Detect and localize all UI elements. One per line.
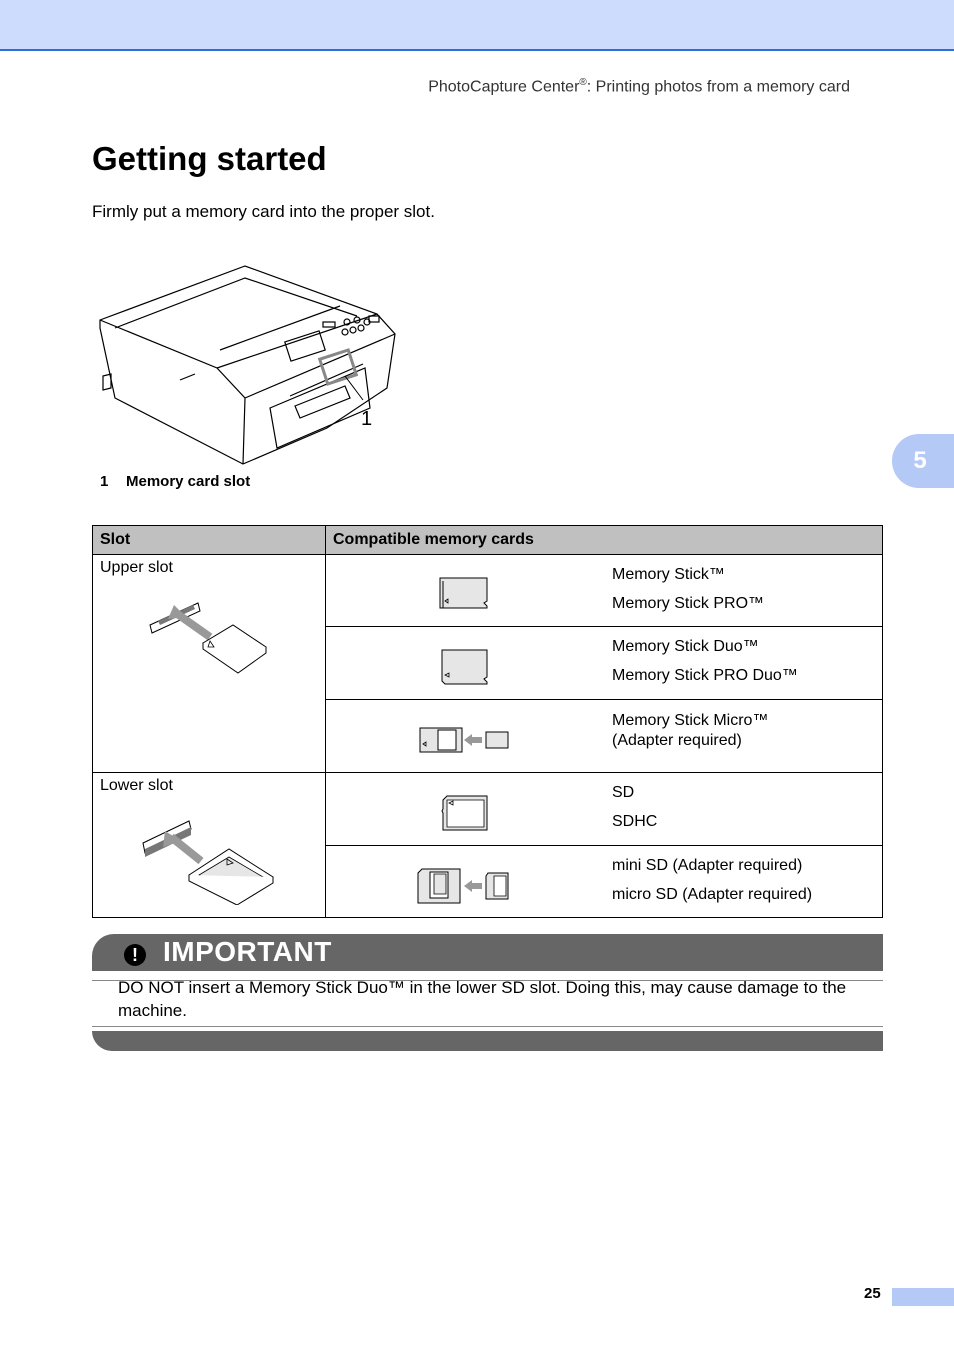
- card-name: Memory Stick Micro™: [612, 712, 769, 729]
- lower-slot-insertion-icon: [141, 813, 276, 905]
- card-name: SD: [612, 784, 635, 801]
- card-row-memory-stick-duo: [326, 627, 883, 700]
- card-name: Memory Stick PRO™: [612, 595, 765, 612]
- compatible-cards-table: [92, 525, 883, 918]
- card-name: SDHC: [612, 813, 658, 830]
- card-row-memory-stick-micro: [326, 700, 883, 773]
- callout-1: 1: [361, 408, 373, 430]
- upper-slot-label: Upper slot: [100, 559, 173, 576]
- page-title: Getting started: [92, 140, 327, 177]
- card-name: Memory Stick™: [612, 566, 725, 583]
- important-text: DO NOT insert a Memory Stick Duo™ in the lower SD slot. Doing this, may cause damage to the machine.: [118, 978, 847, 1020]
- memory-stick-duo-icon: [441, 649, 489, 685]
- card-name: micro SD (Adapter required): [612, 886, 813, 903]
- header-slot: Slot: [93, 526, 326, 555]
- card-row-sd: [326, 773, 883, 846]
- card-row-mini-micro-sd: [326, 846, 883, 918]
- upper-slot-cell: [93, 555, 326, 773]
- memory-stick-micro-adapter-icon: [418, 724, 512, 756]
- memory-stick-icon: [439, 577, 489, 609]
- card-note: (Adapter required): [612, 732, 742, 749]
- page-tab: [892, 1288, 954, 1306]
- mini-micro-sd-adapter-icon: [416, 868, 514, 904]
- page-number: 25: [864, 1285, 881, 1302]
- card-name: mini SD (Adapter required): [612, 857, 803, 874]
- header-cards: Compatible memory cards: [326, 526, 883, 555]
- exclamation-icon: !: [124, 944, 146, 966]
- printer-illustration: [95, 258, 405, 466]
- upper-slot-insertion-icon: [148, 595, 273, 675]
- important-title: IMPORTANT: [163, 936, 332, 967]
- divider: [92, 1026, 883, 1027]
- header-band: [0, 0, 954, 51]
- intro-text: Firmly put a memory card into the proper slot.: [92, 202, 435, 221]
- running-head: PhotoCapture Center®: Printing photos from a memory card: [428, 77, 850, 96]
- figure-caption: 1 Memory card slot: [100, 473, 251, 490]
- card-name: Memory Stick Duo™: [612, 638, 759, 655]
- card-name: Memory Stick PRO Duo™: [612, 667, 798, 684]
- card-row-memory-stick: [326, 555, 883, 627]
- lower-slot-cell: [93, 773, 326, 918]
- sd-card-icon: [441, 795, 489, 831]
- chapter-tab: 5: [892, 434, 954, 488]
- lower-slot-label: Lower slot: [100, 777, 173, 794]
- important-footer-bar: [92, 1031, 883, 1051]
